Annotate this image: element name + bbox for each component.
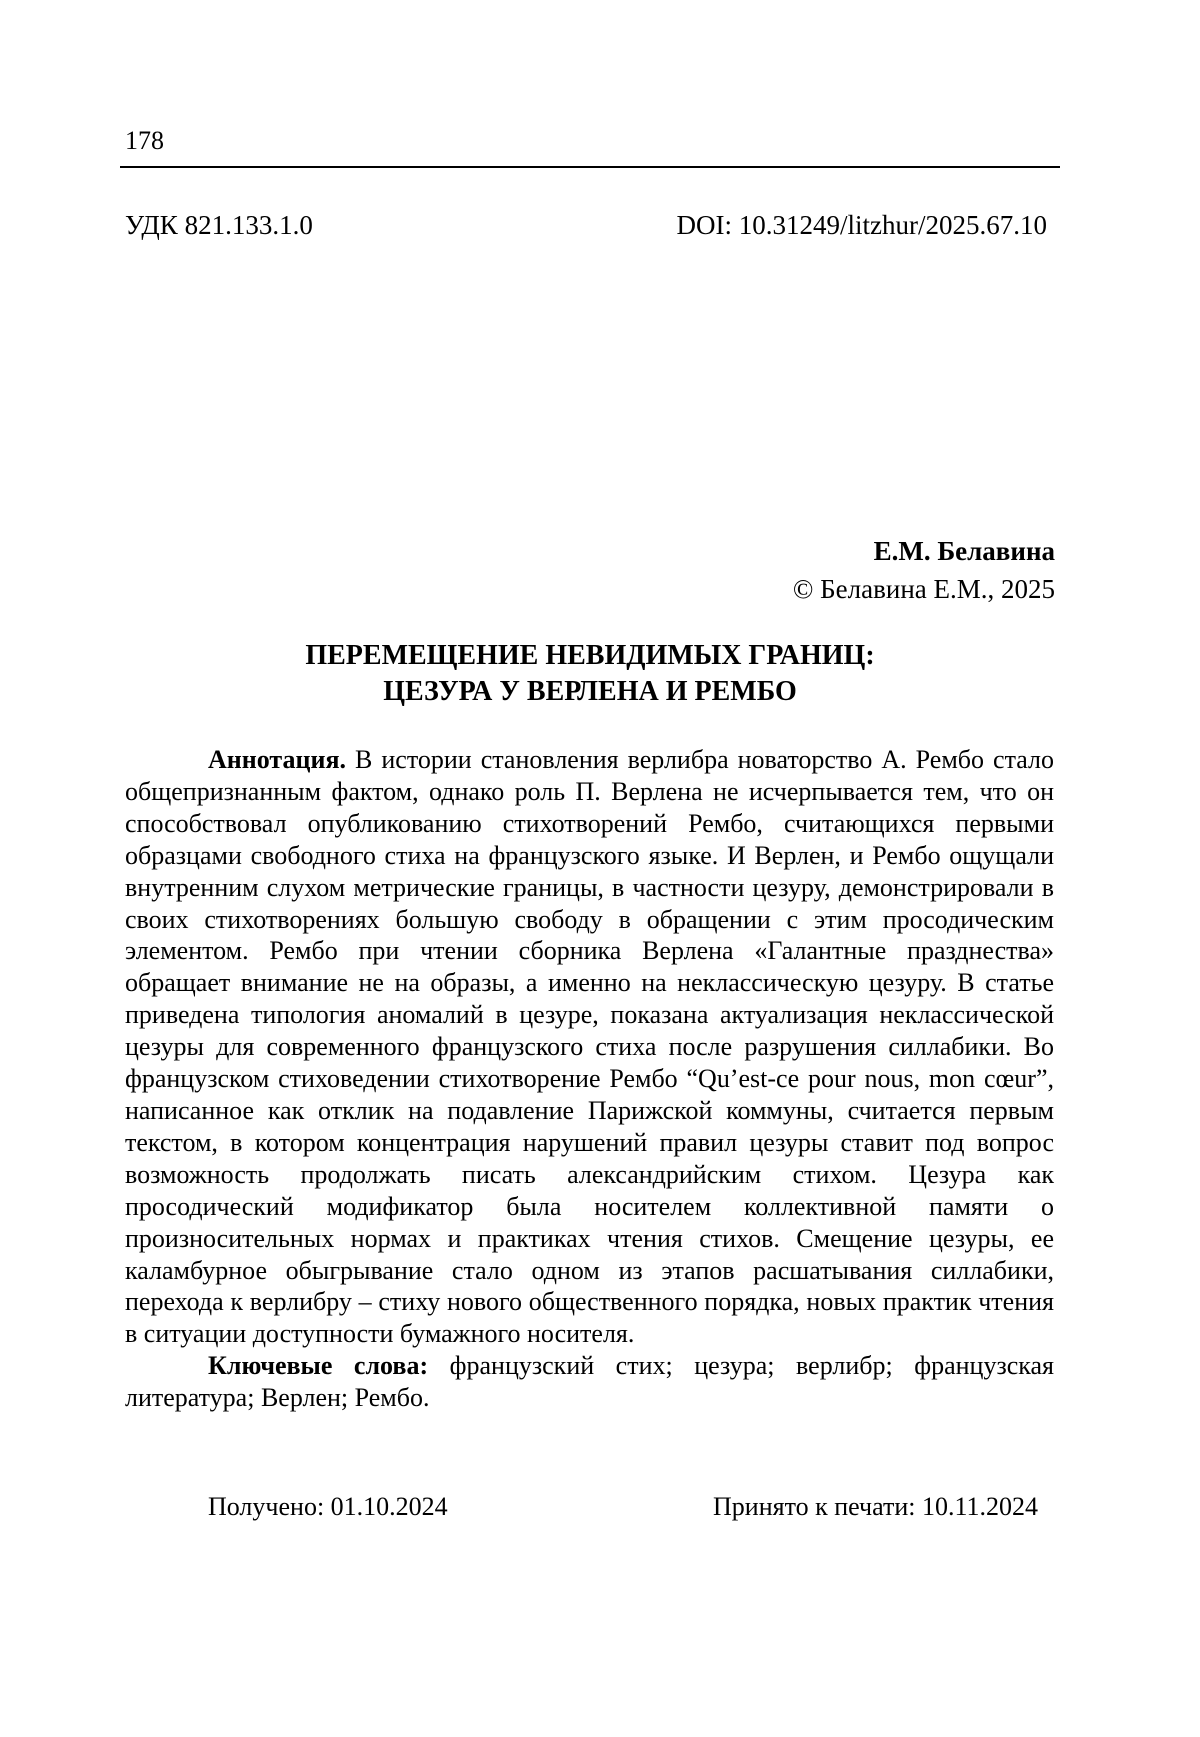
- author-name: Е.М. Белавина: [873, 536, 1055, 566]
- keywords-text: французский стих; цезура; верлибр; французская литература; Верлен; Рембо.: [125, 1351, 1054, 1413]
- received-date: Получено: 01.10.2024: [208, 1492, 448, 1521]
- title-line-2: ЦЕЗУРА У ВЕРЛЕНА И РЕМБО: [383, 676, 797, 707]
- abstract-section: [125, 744, 1054, 1414]
- abstract-label: Аннотация.: [208, 745, 347, 774]
- copyright: © Белавина Е.М., 2025: [792, 574, 1055, 604]
- abstract-text: В истории становления верлибра новаторство А. Рембо стало общепризнанным фактом, однако роль П. Верлена не исчерпывается тем, что он способствовал опубликованию стихотворений Рембо, считающихся первыми образцами свободного стиха на французского языке. И Верлен, и Рембо ощущали внутренним слухом метрические границы, в частности цезуру, демонстрировали в своих стихотворениях большую свободу в обращении с этим просодическим элементом. Рембо при чтении сборника Верлена «Галантные празднества» обращает внимание не на образы, а именно на неклассическую цезуру. В статье приведена типология аномалий в цезуре, показана актуализация неклассической цезуры для современного французского стиха после разрушения силлабики. Во французском стиховедении стихотворение Рембо “Qu’est-ce pour nous, mon cœur”, написанное как отклик на подавление Парижской коммуны, считается первым текстом, в котором концентрация нарушений правил цезуры ставит под вопрос возможность продолжать писать александрийским стихом. Цезура как просодический модификатор была носителем коллективной памяти о произносительных нормах и практиках чтения стихов. Смещение цезуры, ее каламбурное обыгрывание стало одном из этапов расшатывания силлабики, перехода к верлибру – стиху нового общественного порядка, новых практик чтения в ситуации доступности бумажного носителя.: [125, 745, 1054, 1349]
- article-title: [120, 638, 1060, 710]
- abstract-paragraph: [125, 744, 1054, 1350]
- keywords-label: Ключевые слова:: [208, 1351, 429, 1381]
- header-rule: [120, 166, 1060, 168]
- keywords-paragraph: [125, 1350, 1054, 1414]
- author-block: [793, 532, 1055, 608]
- udc-code: УДК 821.133.1.0: [125, 210, 313, 240]
- accepted-date: Принято к печати: 10.11.2024: [713, 1492, 1038, 1521]
- page-number: 178: [125, 126, 164, 155]
- title-line-1: ПЕРЕМЕЩЕНИЕ НЕВИДИМЫХ ГРАНИЦ:: [305, 640, 875, 671]
- doi: DOI: 10.31249/litzhur/2025.67.10: [676, 210, 1047, 240]
